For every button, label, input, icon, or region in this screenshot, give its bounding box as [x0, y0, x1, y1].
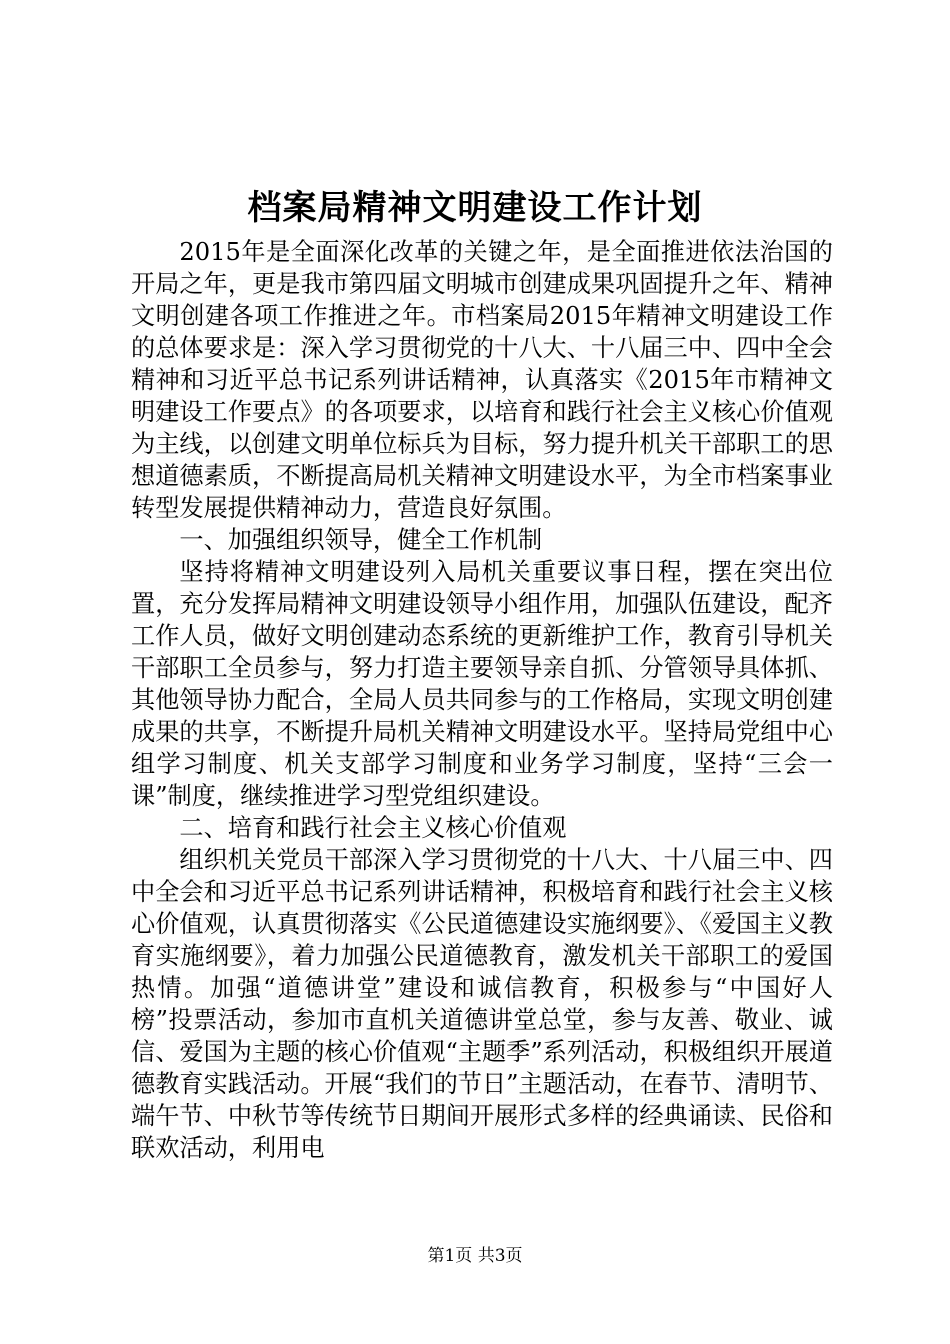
page-footer: 第1页 共3页 [427, 1246, 523, 1266]
paragraph-section-2: 组织机关党员干部深入学习贯彻党的十八大、十八届三中、四中全会和习近平总书记系列讲话精神，积极培育和践行社会主义核心价值观，认真贯彻落实《公民道德建设实施纲要》、《爱国主义教育实施纲要》，着力加强公民道德教育，激发机关干部职工的爱国热情。加强“道德讲堂”建设和诚信教育，积极参与“中国好人榜”投票活动，参加市直机关道德讲堂总堂，参与友善、敬业、诚信、爱国为主题的核心价值观“主题季”系列活动，积极组织开展道德教育实践活动。开展“我们的节日”主题活动，在春节、清明节、端午节、中秋节等传统节日期间开展形式多样的经典诵读、民俗和联欢活动，利用电 [131, 846, 833, 1162]
document-body [131, 236, 833, 1164]
document-title: 档案局精神文明建设工作计划 [247, 188, 703, 228]
paragraph-section-1: 坚持将精神文明建设列入局机关重要议事日程，摆在突出位置，充分发挥局精神文明建设领导小组作用，加强队伍建设，配齐工作人员，做好文明创建动态系统的更新维护工作，教育引导机关干部职工全员参与，努力打造主要领导亲自抓、分管领导具体抓、其他领导协力配合，全局人员共同参与的工作格局，实现文明创建成果的共享，不断提升局机关精神文明建设水平。坚持局党组中心组学习制度、机关支部学习制度和业务学习制度，坚持“三会一课”制度，继续推进学习型党组织建设。 [131, 558, 833, 810]
section-heading-2: 二、培育和践行社会主义核心价值观 [179, 814, 567, 842]
paragraph-intro: 2015年是全面深化改革的关键之年，是全面推进依法治国的开局之年，更是我市第四届文明城市创建成果巩固提升之年、精神文明创建各项工作推进之年。市档案局2015年精神文明建设工作的总体要求是：深入学习贯彻党的十八大、十八届三中、四中全会精神和习近平总书记系列讲话精神，认真落实《2015年市精神文明建设工作要点》的各项要求，以培育和践行社会主义核心价值观为主线，以创建文明单位标兵为目标，努力提升机关干部职工的思想道德素质，不断提高局机关精神文明建设水平，为全市档案事业转型发展提供精神动力，营造良好氛围。 [131, 238, 833, 522]
section-heading-1: 一、加强组织领导，健全工作机制 [179, 526, 543, 554]
